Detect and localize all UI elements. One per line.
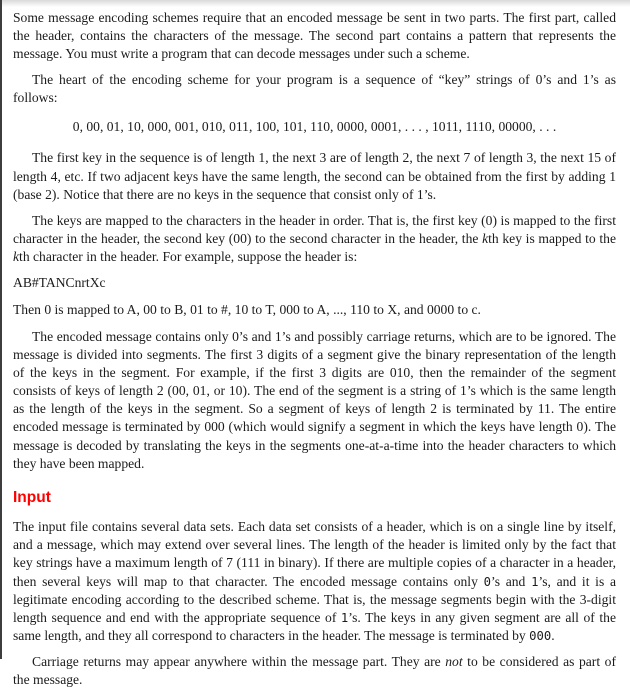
text-run: not <box>445 653 463 669</box>
text-run: k <box>13 248 20 264</box>
text-run: Then 0 is mapped to A, 00 to B, 01 to #, 10 to T, 000 to A, ..., 110 to X, and 0000 to c. <box>13 302 481 318</box>
text-run: 0 <box>483 574 491 589</box>
encoding-scheme-paragraph <box>13 71 616 107</box>
text-run: Carriage returns may appear anywhere within the message part. They are <box>32 653 446 669</box>
key-mapping-paragraph <box>13 212 616 266</box>
key-sequence-line <box>13 118 616 136</box>
text-run: Some message encoding schemes require that an encoded message be sent in two parts. The first part, called the header, contains the characters of the message. The second part contains a pattern that represents the message. You must write a program that can decode messages under such a scheme. <box>13 10 616 62</box>
text-run: k <box>482 230 489 246</box>
input-description-paragraph <box>13 518 616 645</box>
text-run: th character in the header. For example, suppose the header is: <box>19 248 358 264</box>
text-run: ’s, and it is a legitimate encoding according to the described scheme. That is, the message segments begin with the 3-digit length sequence and end with the appropriate sequence of <box>13 573 616 625</box>
text-run: The encoded message contains only 0’s and 1’s and possibly carriage returns, which are to be ignored. The message is divided into segments. The first 3 digits of a segment give the binary representation of the length of the keys in the segment. For example, if the first 3 digits are 010, then the remainder of the segment consists of keys of length 2 (00, 01, or 10). The end of the segment is a string of 1’s which is the same length as the length of the keys in the segment. So a segment of keys of length 2 is terminated by 11. The entire encoded message is terminated by 000 (which would signify a segment in which the keys have length 0). The message is decoded by translating the keys in the segments one-at-a-time into the header characters to which they have been mapped. <box>13 329 616 471</box>
text-run: AB#TANCnrtXc <box>13 274 106 290</box>
text-run: 1 <box>340 610 349 625</box>
carriage-returns-paragraph <box>13 653 616 689</box>
text-run: th key is mapped to the <box>488 230 616 246</box>
key-length-paragraph <box>13 149 616 203</box>
text-run: ’s and <box>490 573 532 589</box>
text-run: The keys are mapped to the characters in the header in order. That is, the first key (0) is mapped to the first character in the header, the second key (00) to the second character in the header, the <box>13 212 616 246</box>
encoded-message-paragraph <box>13 328 616 473</box>
example-mapping-line <box>13 301 616 319</box>
text-run: The heart of the encoding scheme for your program is a sequence of “key” strings of 0’s and 1’s as follows: <box>13 72 616 106</box>
text-run: 1 <box>531 574 539 589</box>
text-run: ’s. The keys in any given segment are all of the same length, and they all correspond to characters in the header. The message is terminated by <box>13 609 616 643</box>
text-run: The first key in the sequence is of length 1, the next 3 are of length 2, the next 7 of length 3, the next 15 of length 4, etc. If two adjacent keys have the same length, the second can be obtained from the first by adding 1 (base 2). Notice that there are no keys in the sequence that consist only of 1’s. <box>13 150 616 202</box>
text-run: to be considered as part of the message. <box>13 653 616 687</box>
text-run: The input file contains several data sets. Each data set consists of a header, which is on a single line by itself, and a message, which may extend over several lines. The length of the header is limited only by the fact that key strings have a maximum length of 7 (111 in binary). If there are multiple copies of a character in a header, then several keys will map to that character. The encoded message contains only <box>13 519 616 589</box>
document-content <box>13 9 616 689</box>
text-run: . <box>551 627 555 643</box>
text-run: 000 <box>529 628 552 643</box>
intro-paragraph <box>13 9 616 63</box>
example-header-line <box>13 274 616 292</box>
text-run: 0, 00, 01, 10, 000, 001, 010, 011, 100, 101, 110, 0000, 0001, . . . , 1011, 1110, 00000, . . . <box>72 119 557 135</box>
section-heading: Input <box>13 488 51 506</box>
